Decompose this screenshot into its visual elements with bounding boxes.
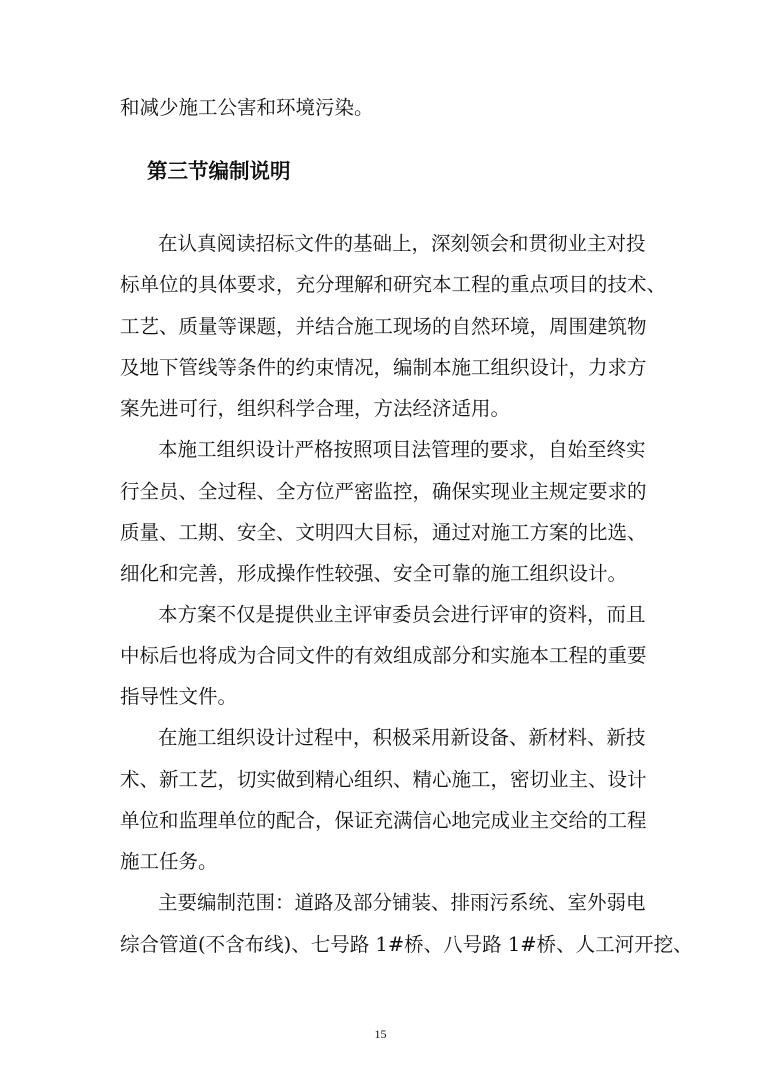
paragraph-line: 标单位的具体要求，充分理解和研究本工程的重点项目的技术、 bbox=[120, 273, 667, 296]
paragraph-line: 在施工组织设计过程中，积极采用新设备、新材料、新技 bbox=[158, 726, 646, 749]
paragraph-line: 中标后也将成为合同文件的有效组成部分和实施本工程的重要 bbox=[120, 644, 647, 667]
paragraph-line: 本方案不仅是提供业主评审委员会进行评审的资料，而且 bbox=[158, 603, 646, 626]
paragraph-line: 工艺、质量等课题，并结合施工现场的自然环境，周围建筑物 bbox=[120, 315, 647, 338]
paragraph-line: 在认真阅读招标文件的基础上，深刻领会和贯彻业主对投 bbox=[158, 232, 646, 255]
paragraph-line: 本施工组织设计严格按照项目法管理的要求，自始至终实 bbox=[158, 438, 646, 461]
paragraph-line: 指导性文件。 bbox=[120, 685, 238, 708]
paragraph-line: 主要编制范围：道路及部分铺装、排雨污系统、室外弱电 bbox=[158, 891, 646, 914]
paragraph-line: 行全员、全过程、全方位严密监控，确保实现业主规定要求的 bbox=[120, 480, 647, 503]
paragraph-line: 施工任务。 bbox=[120, 850, 218, 873]
paragraph-line: 案先进可行，组织科学合理，方法经济适用。 bbox=[120, 397, 511, 420]
paragraph-line: 单位和监理单位的配合，保证充满信心地完成业主交给的工程 bbox=[120, 809, 647, 832]
paragraph-line: 综合管道(不含布线)、七号路 1#桥、八号路 1#桥、人工河开挖、 bbox=[120, 933, 693, 956]
paragraph-line: 细化和完善，形成操作性较强、安全可靠的施工组织设计。 bbox=[120, 562, 628, 585]
paragraph-line: 及地下管线等条件的约束情况，编制本施工组织设计，力求方 bbox=[120, 356, 647, 379]
page-number: 15 bbox=[374, 1027, 387, 1041]
continuation-line: 和减少施工公害和环境污染。 bbox=[120, 96, 374, 119]
paragraph-line: 质量、工期、安全、文明四大目标，通过对施工方案的比选、 bbox=[120, 521, 647, 544]
section-heading: 第三节编制说明 bbox=[147, 159, 291, 183]
paragraph-line: 术、新工艺，切实做到精心组织、精心施工，密切业主、设计 bbox=[120, 768, 647, 791]
